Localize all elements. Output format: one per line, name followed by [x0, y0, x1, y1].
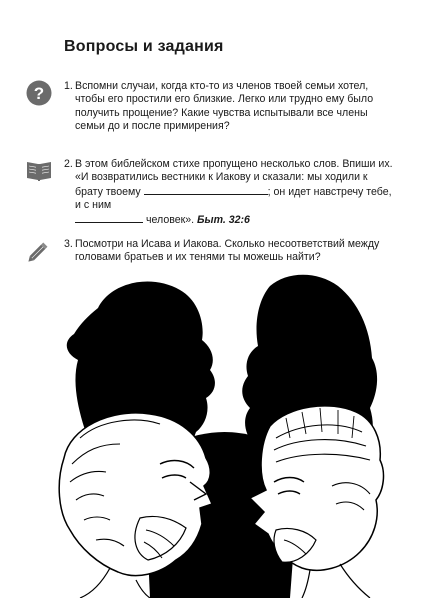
task-item-1: [64, 80, 394, 134]
fill-in-blank-1[interactable]: [144, 185, 268, 195]
brothers-shadow-illustration: [40, 268, 402, 598]
task-text: Вспомни случаи, когда кто-то из членов твоей семьи хотел, чтобы его простили его близкие. Легко или трудно ему было получить прощение? Какие чувства испытывали все члены семьи до и после примирения?: [75, 80, 374, 133]
section-heading: Вопросы и задания: [64, 38, 224, 55]
task-item-2: [64, 158, 394, 227]
pencil-icon: [26, 238, 52, 264]
bible-reference: Быт. 32:6: [197, 213, 250, 226]
task-number: 2.: [64, 158, 73, 170]
verse-part-c: человек».: [145, 213, 195, 226]
task-item-3: [64, 238, 394, 265]
task-number: 3.: [64, 238, 73, 250]
book-icon: [26, 158, 52, 184]
svg-text:?: ?: [33, 84, 45, 103]
question-icon: [26, 80, 52, 106]
verse-part-b: ; он идет навстречу тебе, и с ним: [75, 185, 392, 212]
task-intro: В этом библейском стихе пропущено несколько слов. Впиши их.: [75, 158, 393, 170]
fill-in-blank-2[interactable]: [75, 213, 143, 223]
verse-part-a: «И возвратились вестники к Иакову и сказали: мы ходили к брату твоему: [75, 171, 368, 198]
task-number: 1.: [64, 80, 73, 92]
task-text: Посмотри на Исава и Иакова. Сколько несоответствий между головами братьев и их тенями ты можешь найти?: [75, 238, 380, 264]
task-text: [75, 158, 394, 227]
